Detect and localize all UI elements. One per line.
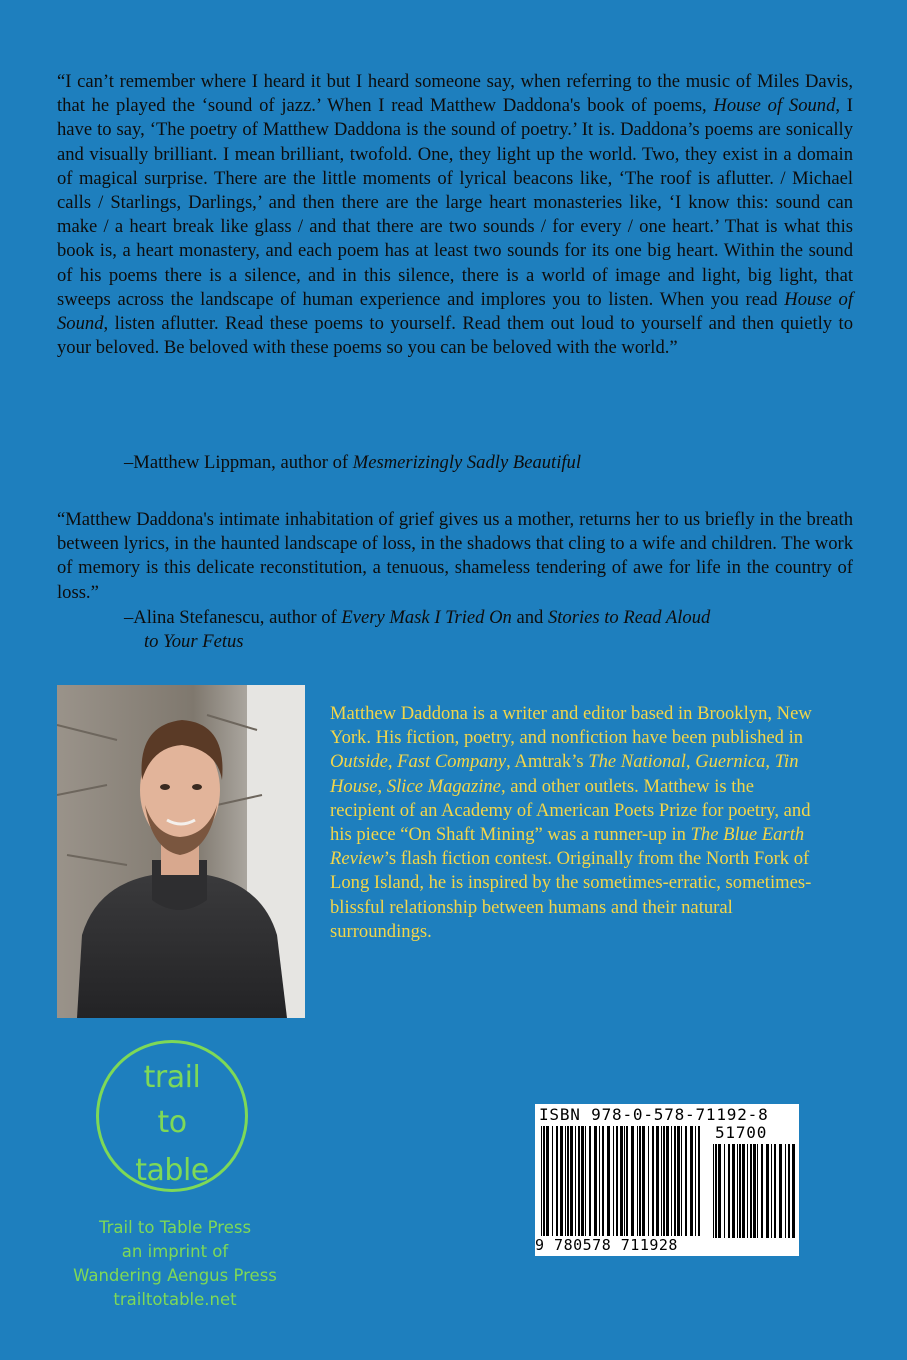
bio-text: ’s flash fiction contest. Originally from the North Fork of Long Island, he is inspired by the sometimes-erratic, sometimes-blissful relationship between humans and their natural surroundings. <box>330 848 812 942</box>
barcode-bar <box>620 1126 623 1238</box>
barcode-bar <box>750 1144 752 1238</box>
barcode-bar <box>639 1126 641 1238</box>
barcode-bar <box>648 1126 649 1238</box>
barcode-bar <box>779 1144 782 1238</box>
blurb-attribution-lippman <box>124 451 581 475</box>
barcode-bar <box>589 1126 591 1238</box>
attribution-book-title: Every Mask I Tried On <box>341 607 512 628</box>
barcode-bar <box>677 1126 680 1238</box>
barcode-bar <box>585 1126 586 1238</box>
barcode-bar <box>642 1126 645 1238</box>
barcode-bar <box>552 1126 553 1238</box>
barcode-bar <box>771 1144 772 1238</box>
barcode-bar <box>766 1144 769 1238</box>
press-name: Trail to Table Press <box>98 1218 252 1237</box>
barcode-bar <box>567 1126 569 1238</box>
book-title: House of Sound <box>713 95 836 117</box>
barcode-bar <box>788 1144 790 1238</box>
author-portrait-image <box>57 685 305 1018</box>
barcode-bar <box>543 1126 545 1238</box>
barcode-bar <box>792 1144 795 1238</box>
blurb-text: “I can’t remember where I heard it but I heard someone say, when referring to the music of Miles Davis, that he played the ‘sound of jazz.’ When I read Matthew Daddona's book of poems, <box>57 71 853 117</box>
barcode-bar <box>624 1126 625 1238</box>
bio-text: , <box>685 751 696 773</box>
blurb-text: , listen aflutter. Read these poems to yourself. Read them out loud to yourself and then quietly to your beloved. Be beloved with these poems so you can be beloved with the world.” <box>57 313 853 359</box>
barcode-bar <box>747 1144 748 1238</box>
barcode-bar <box>541 1126 542 1238</box>
barcode-bar <box>652 1126 654 1238</box>
publication-title: The National <box>588 751 686 773</box>
barcode-bar <box>732 1144 735 1238</box>
praise-blurb-lippman <box>57 70 853 360</box>
barcode-bar <box>546 1126 549 1238</box>
barcode-bar <box>565 1126 566 1238</box>
praise-blurb-stefanescu <box>57 508 853 605</box>
attribution-text: –Alina Stefanescu, author of <box>124 607 342 628</box>
barcode-bar <box>681 1126 682 1238</box>
barcode-bar <box>761 1144 763 1238</box>
barcode-bar <box>724 1144 725 1238</box>
barcode-bar <box>663 1126 665 1238</box>
barcode-bar <box>626 1126 628 1238</box>
attribution-book-title: Stories to Read Aloud <box>547 607 711 628</box>
bio-text: , Amtrak’s <box>506 751 589 773</box>
barcode-bar <box>785 1144 786 1238</box>
barcode-bar <box>599 1126 600 1238</box>
ean-barcode-bars <box>535 1126 707 1238</box>
blurb-text: “Matthew Daddona's intimate inhabitation of grief gives us a mother, returns her to us briefly in the breath between lyrics, in the haunted landscape of loss, in the shadows that cling to a wife and children. The work of memory is this delicate reconstitution, a tenuous, shameless tendering of awe for life in the country of loss.” <box>57 509 853 603</box>
attribution-book-title: Mesmerizingly Sadly Beautiful <box>352 452 582 473</box>
barcode-bar <box>631 1126 634 1238</box>
barcode-bar <box>671 1126 672 1238</box>
barcode-bar <box>637 1126 638 1238</box>
bio-text: , and other outlets. Matthew is the recipient of an Academy of American Poets Prize for poetry, and his piece “On Shaft Mining” was a runner-up in <box>330 775 811 846</box>
barcode-bar <box>575 1126 576 1238</box>
price-code: 51700 <box>715 1123 768 1142</box>
blurb-text: , I have to say, ‘The poetry of Matthew Daddona is the sound of poetry.’ It is. Daddona’s poems are sonically and visually brilliant. I mean brilliant, twofold. One, they light up the world. Two, they exist in a domain of magical surprise. There are the little moments of lyrical beacons like, ‘The roof is aflutter. / Michael calls / Starlings, Darlings,’ and then there are the large heart monasteries like, ‘I know this: sound can make / a heart break like glass / and that there are two sounds / for every / one heart.’ That is what this book is, a heart monastery, and each poem has at least two sounds for its one big heart. Within the sound of his poems there is a silence, and in this silence, there is a world of image and light, big light, that sweeps across the landscape of human experience and implores you to listen. When you read <box>57 95 853 310</box>
barcode-bar <box>578 1126 580 1238</box>
logo-word-table: table <box>135 1153 209 1188</box>
ean-number: 9 780578 711928 <box>535 1236 710 1254</box>
barcode-bar <box>728 1144 730 1238</box>
logo-word-trail: trail <box>143 1060 201 1095</box>
author-photo <box>57 685 305 1018</box>
barcode-bar <box>656 1126 659 1238</box>
publication-title: Fast Company <box>397 751 507 773</box>
barcode-bar <box>602 1126 604 1238</box>
publication-title: Slice Magazine <box>386 775 501 797</box>
barcode-bar <box>742 1144 745 1238</box>
bio-text: Matthew Daddona is a writer and editor based in Brooklyn, New York. His fiction, poetry, and nonfiction have been published in <box>330 703 812 749</box>
barcode-bar <box>616 1126 618 1238</box>
barcode-bar <box>774 1144 776 1238</box>
barcode-bar <box>757 1144 758 1238</box>
bio-text: , <box>377 775 387 797</box>
parent-press-name: Wandering Aengus Press <box>73 1266 277 1285</box>
barcode-bar <box>674 1126 676 1238</box>
barcode-bar <box>570 1126 573 1238</box>
book-title: House of Sound <box>57 288 853 335</box>
barcode-bar <box>607 1126 610 1238</box>
publication-title: Outside <box>330 751 388 773</box>
barcode-bar <box>739 1144 741 1238</box>
attribution-text: and <box>511 607 548 628</box>
logo-word-to: to <box>157 1105 187 1140</box>
isbn-number: ISBN 978-0-578-71192-8 <box>539 1105 769 1124</box>
barcode-bar <box>695 1126 696 1238</box>
publication-title: The Blue Earth Review <box>330 824 805 870</box>
barcode-bar <box>713 1144 714 1238</box>
barcode-bar <box>661 1126 662 1238</box>
press-website: trailtotable.net <box>113 1290 237 1309</box>
isbn-barcode <box>535 1104 799 1256</box>
author-bio <box>330 702 822 944</box>
barcode-bar <box>594 1126 597 1238</box>
barcode-bar <box>718 1144 721 1238</box>
blurb-attribution-stefanescu <box>124 606 854 654</box>
bio-text: , <box>387 751 398 773</box>
press-imprint-text: an imprint of <box>121 1242 229 1261</box>
addon-barcode-bars <box>707 1144 797 1238</box>
barcode-bar <box>613 1126 614 1238</box>
attribution-text: –Matthew Lippman, author of <box>124 452 353 473</box>
barcode-bar <box>698 1126 700 1238</box>
barcode-bar <box>581 1126 584 1238</box>
barcode-bar <box>556 1126 558 1238</box>
barcode-bar <box>685 1126 687 1238</box>
publication-title: Guernica <box>695 751 766 773</box>
barcode-bar <box>715 1144 717 1238</box>
barcode-bar <box>737 1144 738 1238</box>
barcode-bar <box>666 1126 669 1238</box>
barcode-bar <box>753 1144 756 1238</box>
barcode-bar <box>690 1126 693 1238</box>
publication-title: Tin House <box>330 751 799 797</box>
barcode-bar <box>560 1126 563 1238</box>
attribution-book-title: to Your Fetus <box>144 631 244 653</box>
bio-text: , <box>765 751 775 773</box>
